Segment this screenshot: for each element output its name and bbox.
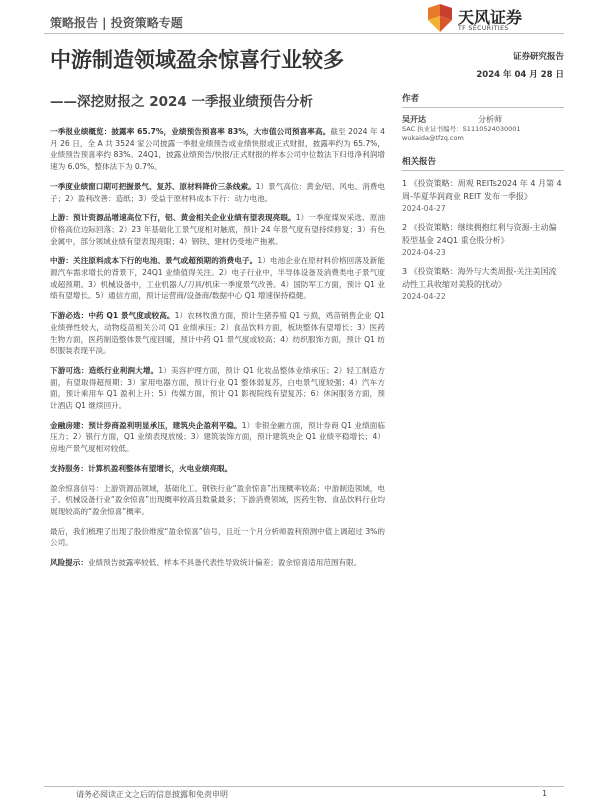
risk-warning: 风险提示：业绩预告披露率较低、样本不具备代表性导致统计偏差；盈余惊喜适用范围有限。 <box>50 558 362 568</box>
report-category: 策略报告 | 投资策略专题 <box>50 16 183 30</box>
tf-logo-mark-icon <box>424 2 456 34</box>
body-paragraph: 一季度业绩窗口期可把握景气、复苏、原材料降价三条线索。1）景气高位：黄金/铝、风电、消费电子；2）盈利改善：造纸；3）受益于原材料成本下行：动力电池。 <box>50 181 386 203</box>
author-role: 分析师 <box>478 115 502 124</box>
body-paragraph: 最后，我们梳理了出现了股价维度“盈余惊喜”信号，且近一个月分析师盈利预测中值上调超过 3%的公司。 <box>50 526 385 548</box>
footer-divider <box>44 786 564 787</box>
report-type: 证券研究报告 <box>512 52 564 62</box>
page-number: 1 <box>542 789 548 798</box>
body-paragraph: 盈余惊喜信号：上游资源品领域，基础化工、钢铁行业“盈余惊喜”出现概率较高；中游制造领域，电子、机械设备行业“盈余惊喜”出现概率较高且数量最多；下游消费领域，医药生物、食品饮料行业均展现较高的“盈余惊喜”概率。 <box>50 483 385 516</box>
report-body <box>50 126 385 577</box>
related-report-item[interactable]: 1 《投资策略：周观 REITs2024 年 4 月第 4 周-华夏华润商业 REIT 发布一季报》 2024-04-27 <box>402 179 562 213</box>
body-paragraph: 中游：关注原料成本下行的电池、景气或超预期的消费电子。1）电池企业在原材料价格回落及新能源汽车需求增长的背景下，24Q1 业绩值得关注。2）电子行业中，半导体设备及消费类电子景气度或超预期。3）机械设备中，工业机器人/刀具/机床一季度景气改善。4）国防军工方面，预计 Q1 业绩有望增长。5）通信方面，预计运营商/设备商/数据中心 Q1 增速保持稳健。 <box>50 256 385 301</box>
body-paragraph: 下游必选：中药 Q1 景气度或较高。1）农林牧渔方面，预计生猪养殖 Q1 亏损，鸡苗销售企业 Q1 业绩弹性较大，动物疫苗相关公司 Q1 业绩承压；2）食品饮料方面，板块整体有望增长；3）医药生物方面，医药制造整体景气度回暖，预计中药 Q1 景气度或较高；4）纺织服饰方面，预计 Q1 纺织服装表现平淡。 <box>50 311 386 356</box>
author-email[interactable]: wukaida@tfzq.com <box>402 134 464 142</box>
logo-text-en: TF SECURITIES <box>458 25 509 32</box>
report-subtitle: ——深挖财报之 2024 一季报业绩预告分析 <box>50 94 313 110</box>
sidebar <box>402 48 564 303</box>
report-title: 中游制造领域盈余惊喜行业较多 <box>50 48 344 72</box>
related-report-item[interactable]: 2 《投资策略：继续拥抱红利与资源-主动偏股型基金 24Q1 重仓股分析》 2024-04-23 <box>402 223 557 257</box>
related-heading: 相关报告 <box>402 155 564 171</box>
company-logo <box>424 2 564 36</box>
author-info <box>402 114 564 125</box>
author-name: 吴开达 <box>402 115 426 124</box>
author-cert: SAC 执业证书编号：S1110524030001 <box>402 125 521 133</box>
body-paragraph: 上游：预计资源品增速高位下行，铝、黄金相关企业业绩有望表现亮眼。1）一季度煤炭采选、原油价格高位边际回落；2）23 年基础化工景气度相对触底，预计 24 年景气度有望持续修复；3）有色金属中，部分领域业绩有望表现亮眼；4）钢铁、建材仍受地产拖累。 <box>50 213 385 246</box>
body-paragraph: 金融房建：预计券商盈利明显承压，建筑央企盈利平稳。1）非银金融方面，预计券商 Q1 业绩面临压力；2）银行方面，Q1 业绩表现放缓；3）建筑装饰方面，预计建筑央企 Q1 业绩平稳增长；4）房地产景气度相对较低。 <box>50 420 386 454</box>
body-paragraph: 下游可选：造纸行业利润大增。1）美容护理方面，预计 Q1 化妆品整体业绩承压；2）轻工制造方面，有望取得超预期；3）家用电器方面，预计行业 Q1 整体弱复苏，白电景气度较强；4）汽车方面，预计乘用车 Q1 盈利上升；5）传媒方面，预计 Q1 影视院线有望复苏；6）休闲服务方面，预计酒店 Q1 继续回升。 <box>50 365 385 411</box>
footer-disclaimer: 请务必阅读正文之后的信息披露和免责申明 <box>76 790 228 799</box>
related-report-item[interactable]: 3 《投资策略：海外与大类周报-关注美国流动性工具收缩对美股的扰动》 2024-04-22 <box>402 267 557 301</box>
report-date: 2024 年 04 月 28 日 <box>476 70 564 80</box>
header-divider <box>44 33 564 34</box>
body-paragraph: 支持服务：计算机盈利整体有望增长，火电业绩亮眼。 <box>50 463 233 473</box>
author-heading: 作者 <box>402 92 564 108</box>
body-paragraph: 一季报业绩概览：披露率 65.7%，业绩预告预喜率 83%，大市值公司预喜率高。截至 2024 年 4 月 26 日，全 A 共 3524 家公司披露一季报业绩预告或业绩快报或正式财报，披露率约为 65.7%，业绩预告预喜率约 83%。24Q1，披露业绩预告/快报/正式财报的样本公司中位数法下归母净利润增速为 6.0%，整体法下为 0.7%。 <box>50 127 385 172</box>
logo-text-cn: 天风证券 <box>458 8 523 27</box>
